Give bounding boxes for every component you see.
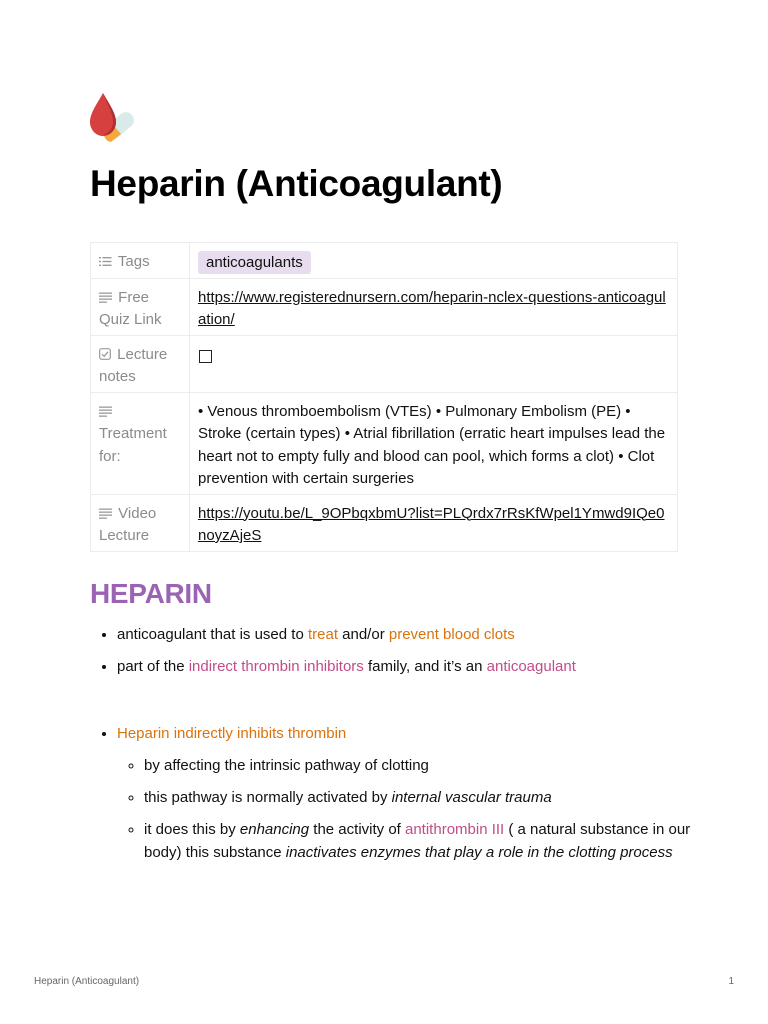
list-item (144, 754, 717, 777)
highlight-text: treat (307, 626, 338, 643)
page-title: Heparin (Anticoagulant) (90, 163, 503, 204)
lecture-notes-checkbox[interactable] (199, 350, 212, 363)
property-row-treatment (91, 392, 678, 494)
highlight-text: indirect thrombin inhibitors (188, 658, 364, 675)
text-run: by affecting the intrinsic pathway of clotting (144, 757, 429, 774)
treatment-text: • Venous thromboembolism (VTEs) • Pulmonary Embolism (PE) • Stroke (certain types) • Atrial fibrillation (erratic heart impulses lead the heart not to empty fully and blood can pool, which forms a clot) • Clot prevention with certain surgeries (198, 402, 666, 487)
text-run: anticoagulant that is used to (117, 626, 308, 643)
property-label: Free Quiz Link (99, 288, 162, 328)
property-label: Treatment for: (99, 425, 167, 465)
checkbox-property-icon (99, 348, 111, 360)
text-run: this pathway is normally activated by (144, 789, 392, 806)
list-item (117, 655, 717, 678)
property-key-video (91, 494, 190, 551)
highlight-text: Heparin indirectly inhibits thrombin (117, 725, 347, 742)
list-icon (99, 256, 112, 267)
bullet-list (90, 722, 717, 873)
text-run: the activity of (309, 821, 405, 838)
highlight-text: anticoagulant (486, 658, 576, 675)
property-row-video (91, 494, 678, 551)
text-run: part of the (117, 658, 189, 675)
property-key-tags (91, 243, 190, 279)
text-run: it does this by (144, 821, 240, 838)
list-item (144, 786, 717, 809)
quiz-link[interactable]: https://www.registerednursern.com/heparin-nclex-questions-anticoagulation/ (198, 288, 666, 328)
italic-text: enhancing (239, 821, 310, 838)
property-row-tags (91, 243, 678, 279)
sub-bullet-list (117, 754, 717, 864)
list-item (144, 818, 717, 864)
text-run: family, and it’s an (363, 658, 487, 675)
property-row-lecture-notes (91, 335, 678, 392)
page-number: 1 (728, 976, 734, 987)
highlight-text: prevent blood clots (388, 626, 515, 643)
property-value-quiz (190, 278, 678, 335)
tag-chip[interactable]: anticoagulants (198, 251, 311, 274)
list-item (117, 623, 717, 646)
property-row-quiz (91, 278, 678, 335)
highlight-text: antithrombin III (405, 821, 505, 838)
italic-text: inactivates enzymes that play a role in the clotting process (285, 844, 673, 861)
footer-title: Heparin (Anticoagulant) (34, 976, 140, 987)
text-run: ( a natural substance in our body) this substance (144, 821, 691, 861)
text-lines-icon (99, 406, 112, 417)
text-run: and/or (337, 626, 389, 643)
property-label: Video Lecture (99, 504, 157, 544)
property-label: Lecture notes (99, 345, 168, 385)
text-lines-icon (99, 508, 112, 519)
property-label: Tags (117, 253, 150, 270)
bullet-list (90, 623, 717, 687)
text-lines-icon (99, 292, 112, 303)
property-key-treatment (91, 392, 190, 494)
italic-text: internal vascular trauma (391, 789, 552, 806)
section-heading: HEPARIN (90, 578, 212, 609)
property-key-quiz (91, 278, 190, 335)
property-value-video (190, 494, 678, 551)
property-value-lecture-notes (190, 335, 678, 392)
properties-table (90, 242, 678, 552)
list-item (117, 722, 717, 864)
property-value-tags (190, 243, 678, 279)
drop-and-pill-icon (88, 90, 140, 152)
property-key-lecture-notes (91, 335, 190, 392)
video-link[interactable]: https://youtu.be/L_9OPbqxbmU?list=PLQrdx7rRsKfWpel1Ymwd9IQe0noyzAjeS (198, 504, 665, 544)
property-value-treatment (190, 392, 678, 494)
